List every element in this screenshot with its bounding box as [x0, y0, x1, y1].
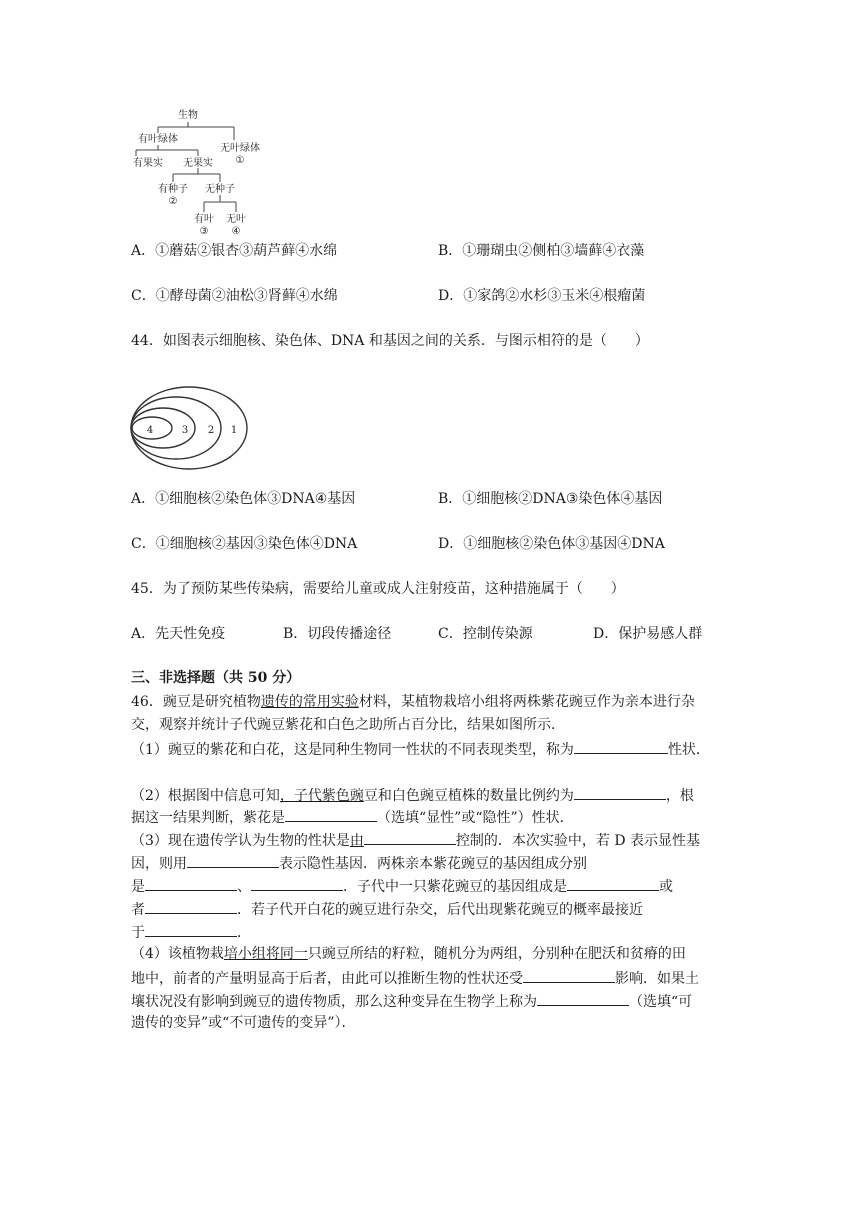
- q45-option-c: C．控制传染源: [438, 626, 533, 642]
- q46-line-1: [131, 693, 695, 711]
- answer-blank[interactable]: [251, 876, 343, 891]
- q46-line-14: 遗传的变异”或“不可遗传的变异”）．: [131, 1015, 356, 1031]
- answer-blank[interactable]: [537, 991, 629, 1006]
- q45-option-b: B．切段传播途径: [283, 626, 392, 642]
- q46-text: 性状．: [667, 742, 710, 758]
- tree-node-no-seed: 无种子: [205, 184, 235, 195]
- q46-line-11: [131, 945, 686, 963]
- answer-blank[interactable]: [574, 739, 668, 754]
- q46-text: 表示隐性基因．两株亲本紫花豌豆的基因组成分别: [279, 856, 587, 872]
- q46-text: （4）该植物栽: [131, 946, 224, 962]
- q46-line-2: 交，观察并统计子代豌豆紫花和白色之助所占百分比，结果如图所示．: [131, 717, 565, 733]
- q43-option-b: B．①珊瑚虫②侧柏③墙藓④衣藻: [438, 243, 645, 259]
- q46-text: （2）根据图中信息可知: [131, 788, 280, 804]
- q46-text: 据这一结果判断，紫花是: [131, 810, 285, 826]
- tree-num-2: ②: [168, 196, 178, 207]
- tree-num-3: ③: [199, 226, 209, 237]
- tree-node-has-seed: 有种子: [158, 184, 188, 195]
- q46-underlined-text: ，子代紫色豌: [279, 788, 364, 804]
- tree-root-label: 生物: [178, 110, 198, 121]
- q46-line-3: [131, 739, 710, 759]
- q46-text: 地中，前者的产量明显高于后者，由此可以推断生物的性状还受: [131, 971, 523, 987]
- q46-text: （选填“可: [629, 994, 693, 1010]
- tree-num-1: ①: [235, 155, 245, 166]
- q43-option-d: D．①家鸽②水杉③玉米④根瘤菌: [438, 288, 646, 304]
- q46-line-7: [131, 853, 587, 873]
- answer-blank[interactable]: [145, 876, 237, 891]
- answer-blank[interactable]: [574, 785, 666, 800]
- q46-text: 是: [131, 879, 145, 895]
- tree-node-has-chlorophyll: 有叶绿体: [138, 134, 178, 145]
- q46-text: ．子代中一只紫花豌豆的基因组成是: [343, 879, 567, 895]
- q46-line-5: [131, 807, 574, 827]
- q46-text: 豆和白色豌豆植株的数量比例约为: [363, 788, 574, 804]
- q46-text: ．: [237, 925, 251, 941]
- q44-option-c: C．①细胞核②基因③染色体④DNA: [131, 536, 358, 552]
- q46-text: 、: [237, 879, 251, 895]
- tree-node-has-fruit: 有果实: [133, 158, 163, 169]
- q46-line-10: [131, 922, 251, 942]
- section-3-title: 三、非选择题（共 50 分）: [131, 670, 301, 686]
- q45-stem: 45．为了预防某些传染病，需要给儿童或成人注射疫苗，这种措施属于（ ）: [131, 581, 625, 597]
- tree-node-no-chlorophyll: 无叶绿体: [220, 143, 260, 154]
- q46-text: 于: [131, 925, 145, 941]
- q44-stem: 44．如图表示细胞核、染色体、DNA 和基因之间的关系．与图示相符的是（ ）: [131, 333, 649, 349]
- q46-text: 46．豌豆是研究植物: [131, 694, 261, 710]
- answer-blank[interactable]: [364, 830, 456, 845]
- q46-line-9: [131, 899, 643, 919]
- classification-tree-diagram: [128, 100, 274, 240]
- answer-blank[interactable]: [567, 876, 659, 891]
- q45-option-a: A．先天性免疫: [131, 626, 226, 642]
- tree-node-has-leaf: 有叶: [194, 214, 214, 225]
- q46-text: 材料，某植物栽培小组将两株紫花豌豆作为亲本进行杂: [358, 694, 695, 710]
- answer-blank[interactable]: [145, 899, 237, 914]
- q44-option-b: B．①细胞核②DNA③染色体④基因: [438, 491, 663, 507]
- q44-option-d: D．①细胞核②染色体③基因④DNA: [438, 536, 665, 552]
- q44-option-a: A．①细胞核②染色体③DNA④基因: [131, 491, 356, 507]
- q46-text: 或: [659, 879, 673, 895]
- q46-text: ，根: [665, 788, 694, 804]
- q46-underlined-text: 培小组将同一: [223, 946, 308, 962]
- q46-text: （1）豌豆的紫花和白花，这是同种生物同一性状的不同表现类型，称为: [131, 742, 574, 758]
- ellipse-label-4: 4: [146, 425, 154, 436]
- q43-option-a: A．①蘑菇②银杏③葫芦藓④水绵: [131, 243, 338, 259]
- q46-text: 控制的．本次实验中，若 D 表示显性基: [455, 833, 701, 849]
- answer-blank[interactable]: [187, 853, 279, 868]
- q46-text: 只豌豆所结的籽粒，随机分为两组，分别种在肥沃和贫瘠的田: [307, 946, 686, 962]
- q46-text: ．若子代开白花的豌豆进行杂交，后代出现紫花豌豆的概率最接近: [237, 902, 643, 918]
- q46-text: 壤状况没有影响到豌豆的遗传物质，那么这种变异在生物学上称为: [131, 994, 537, 1010]
- answer-blank[interactable]: [145, 922, 237, 937]
- q46-underlined-text: 遗传的常用实验: [260, 694, 359, 710]
- nested-ellipses-diagram: [128, 382, 254, 472]
- q46-text: 影响．如果土: [615, 971, 699, 987]
- q46-text: （3）现在遗传学认为生物的性状是: [131, 833, 350, 849]
- q43-option-c: C．①酵母菌②油松③肾藓④水绵: [131, 288, 338, 304]
- tree-node-no-leaf: 无叶: [226, 214, 246, 225]
- q46-line-6: [131, 830, 700, 850]
- q46-text: 者: [131, 902, 145, 918]
- q46-underlined-text: 由: [349, 833, 364, 849]
- tree-num-4: ④: [231, 226, 241, 237]
- ellipse-label-3: 3: [181, 425, 189, 436]
- q46-line-12: [131, 968, 699, 988]
- q46-text: （选填“显性”或“隐性”）性状．: [377, 810, 574, 826]
- ellipse-label-2: 2: [207, 425, 215, 436]
- q46-line-13: [131, 991, 692, 1011]
- ellipse-label-1: 1: [230, 425, 238, 436]
- q46-line-8: [131, 876, 673, 896]
- tree-node-no-fruit: 无果实: [183, 158, 213, 169]
- q46-text: 因，则用: [131, 856, 187, 872]
- q45-option-d: D．保护易感人群: [593, 626, 703, 642]
- answer-blank[interactable]: [523, 968, 615, 983]
- answer-blank[interactable]: [285, 807, 377, 822]
- q46-line-4: [131, 785, 694, 805]
